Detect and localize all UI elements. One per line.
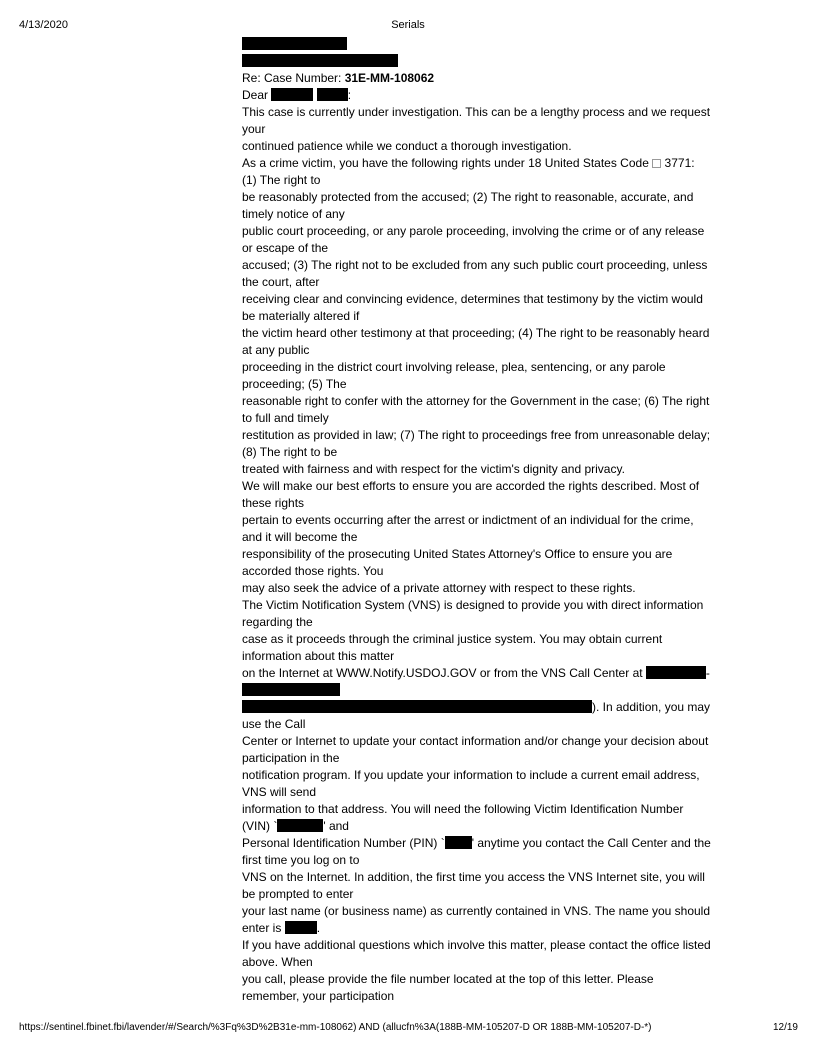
text-line: your (242, 122, 266, 136)
text-line: you call, please provide the file number located at the top of this letter. Please (242, 972, 654, 986)
text-line: VNS will send (242, 785, 317, 799)
text-span: ' anytime you contact the Call Center and the (471, 836, 711, 850)
text-line: these rights (242, 496, 305, 510)
text-span: enter is (242, 921, 285, 935)
text-line: This case is currently under investigation. This can be a lengthy process and we request (242, 105, 711, 119)
text-line: Center or Internet to update your contact information and/or change your decision about (242, 734, 709, 748)
text-line: to full and timely (242, 411, 329, 425)
text-span: . (316, 921, 321, 935)
redaction (242, 54, 398, 67)
redaction (242, 700, 592, 713)
text-line: information to that address. You will need the following Victim Identification Number (242, 802, 684, 816)
redacted-name-line (242, 36, 718, 53)
text-line: pertain to events occurring after the arrest or indictment of an individual for the crime, (242, 513, 694, 527)
text-line: the court, after (242, 275, 320, 289)
redaction (277, 819, 323, 832)
text-line: be reasonably protected from the accused; (2) The right to reasonable, accurate, and (242, 190, 694, 204)
text-line: VNS on the Internet. In addition, the first time you access the VNS Internet site, you will (242, 870, 705, 884)
text-line: first time you log on to (242, 853, 360, 867)
pin-line (242, 835, 718, 852)
footer-url: https://sentinel.fbinet.fbi/lavender/#/Search/%3Fq%3D%2B31e-mm-108062) AND (allucfn%3A(188B-MM-105207-D OR 188B-MM-105207-D-*) (19, 1022, 652, 1033)
text-span: As a crime victim, you have the following rights under 18 United States Code (242, 156, 653, 170)
text-line: treated with fairness and with respect for the victim's dignity and privacy. (242, 462, 625, 476)
text-span: 3771: (664, 156, 695, 170)
redacted-address-line (242, 53, 718, 70)
text-span: ). In addition, you may (592, 700, 711, 714)
text-line: be prompted to enter (242, 887, 354, 901)
enter-is-line (242, 920, 718, 937)
text-line: timely notice of any (242, 207, 345, 221)
salutation-colon: : (347, 88, 352, 102)
text-line: remember, your participation (242, 989, 395, 1003)
print-date: 4/13/2020 (19, 19, 68, 31)
text-span: ' and (323, 819, 349, 833)
page-number: 12/19 (772, 1022, 798, 1033)
text-span: Personal Identification Number (PIN) ` (242, 836, 445, 850)
dear-word: Dear (242, 88, 269, 102)
text-line: information about this matter (242, 649, 395, 663)
text-span: (VIN) ` (242, 819, 278, 833)
text-line: responsibility of the prosecuting United States Attorney's Office to ensure you are (242, 547, 673, 561)
text-line: use the Call (242, 717, 306, 731)
text-line: reasonable right to confer with the attorney for the Government in the case; (6) The right (242, 394, 710, 408)
text-line: or escape of the (242, 241, 329, 255)
letter-body (242, 36, 718, 1005)
text-line: The Victim Notification System (VNS) is designed to provide you with direct information (242, 598, 704, 612)
redaction (285, 921, 317, 934)
redaction (317, 88, 348, 101)
case-reference (242, 70, 718, 87)
text-line: (8) The right to be (242, 445, 338, 459)
text-line: your last name (or business name) as currently contained in VNS. The name you should (242, 904, 711, 918)
text-line: proceeding in the district court involving release, plea, sentencing, or any parole (242, 360, 666, 374)
text-line: regarding the (242, 615, 313, 629)
text-line: at any public (242, 343, 310, 357)
text-line: proceeding; (5) The (242, 377, 347, 391)
case-number: 31E-MM-108062 (344, 71, 435, 85)
text-line: accused; (3) The right not to be excluded from any such public court proceeding, unless (242, 258, 708, 272)
text-line: case as it proceeds through the criminal justice system. You may obtain current (242, 632, 663, 646)
redaction (646, 666, 706, 679)
text-line: and it will become the (242, 530, 358, 544)
text-line: accorded those rights. You (242, 564, 384, 578)
redaction (445, 836, 472, 849)
text-line: restitution as provided in law; (7) The right to proceedings free from unreasonable delay; (242, 428, 711, 442)
text-span: - (705, 666, 710, 680)
text-line: above. When (242, 955, 313, 969)
text-line: notification program. If you update your information to include a current email address, (242, 768, 700, 782)
text-line: If you have additional questions which involve this matter, please contact the office listed (242, 938, 711, 952)
redaction (242, 37, 347, 50)
redaction (271, 88, 313, 101)
redaction (242, 683, 340, 696)
text-line: may also seek the advice of a private attorney with respect to these rights. (242, 581, 636, 595)
text-line: public court proceeding, or any parole proceeding, involving the crime or of any release (242, 224, 705, 238)
print-title: Serials (391, 19, 425, 31)
rights-intro (242, 155, 718, 172)
vin-line (242, 818, 718, 835)
case-label: Re: Case Number: (242, 71, 345, 85)
text-line: the victim heard other testimony at that proceeding; (4) The right to be reasonably heard (242, 326, 710, 340)
salutation (242, 87, 718, 104)
text-line: (1) The right to (242, 173, 321, 187)
vns-line (242, 665, 718, 682)
text-line: be materially altered if (242, 309, 360, 323)
redacted-line (242, 682, 718, 699)
text-line: participation in the (242, 751, 340, 765)
text-span: on the Internet at WWW.Notify.USDOJ.GOV or from the VNS Call Center at (242, 666, 646, 680)
missing-glyph-icon (652, 159, 661, 168)
text-line: We will make our best efforts to ensure you are accorded the rights described. Most of (242, 479, 700, 493)
text-line: continued patience while we conduct a thorough investigation. (242, 139, 572, 153)
text-line: receiving clear and convincing evidence, determines that testimony by the victim would (242, 292, 703, 306)
redacted-line (242, 699, 718, 716)
